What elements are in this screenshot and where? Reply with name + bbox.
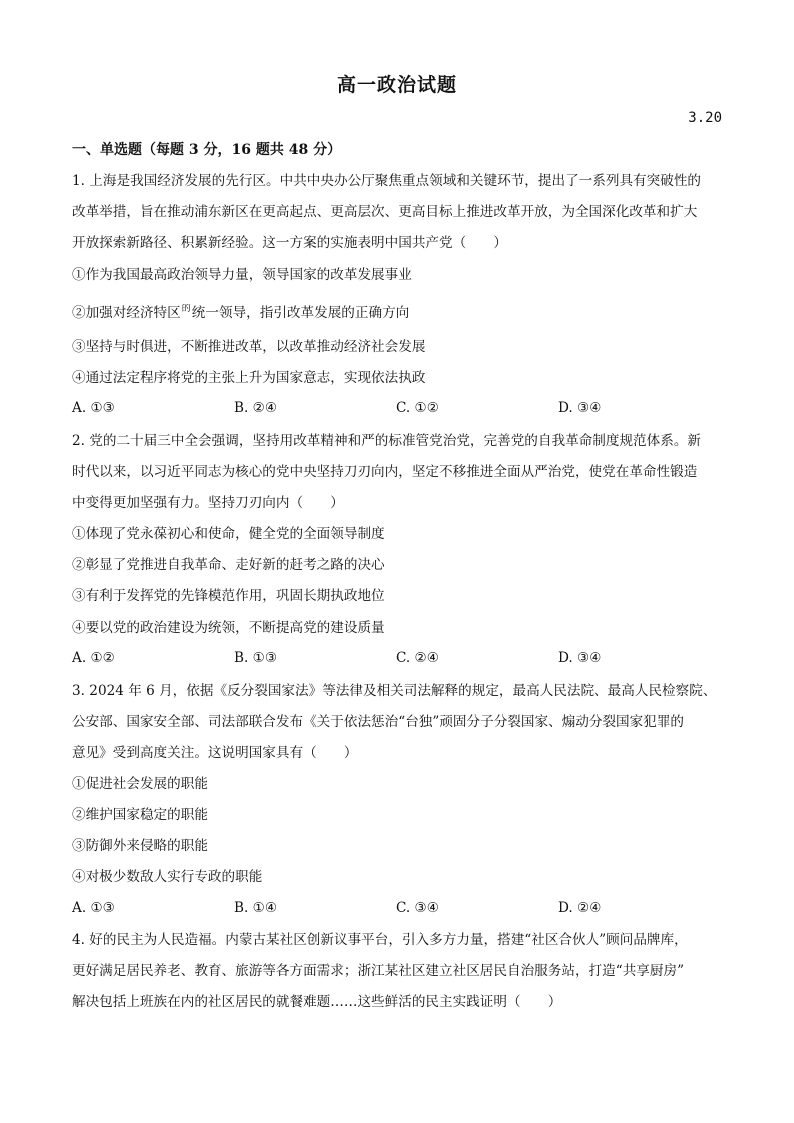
- q3-options: [72, 900, 724, 918]
- q2-item: ①体现了党永葆初心和使命，健全党的全面领导制度: [72, 526, 385, 542]
- q4-stem-line: 更好满足居民养老、教育、旅游等各方面需求；浙江某社区建立社区居民自治服务站，打造“共享厨房”: [72, 963, 685, 979]
- exam-date: 3.20: [688, 110, 722, 126]
- q1-item: [72, 304, 724, 324]
- q3-option-c: C. ③④: [396, 900, 439, 916]
- q1-item: ③坚持与时俱进，不断推进改革，以改革推动经济社会发展: [72, 339, 426, 355]
- q3-option-b: B. ①④: [234, 900, 278, 916]
- q1-item: ①作为我国最高政治领导力量，领导国家的改革发展事业: [72, 267, 412, 283]
- q2-option-c: C. ②④: [396, 650, 439, 666]
- q3-option-a: A. ①③: [72, 900, 115, 916]
- q3-stem-line: 公安部、国家安全部、司法部联合发布《关于依法惩治“台独”顽固分子分裂国家、煽动分裂国家犯罪的: [72, 714, 685, 730]
- q1-stem-line: 改革举措，旨在推动浦东新区在更高起点、更高层次、更高目标上推进改革开放，为全国深化改革和扩大: [72, 204, 698, 220]
- q4-stem-line: 4. 好的民主为人民造福。内蒙古某社区创新议事平台，引入多方力量，搭建“社区合伙人”顾问品牌库，: [72, 932, 688, 948]
- q3-stem-line: 意见》受到高度关注。这说明国家具有（ ）: [72, 745, 358, 761]
- q1-item: ④通过法定程序将党的主张上升为国家意志，实现依法执政: [72, 370, 426, 386]
- q4-stem-line: 解决包括上班族在内的社区居民的就餐难题……这些鲜活的民主实践证明（ ）: [72, 994, 562, 1010]
- q1-options: [72, 400, 724, 418]
- q2-option-a: A. ①②: [72, 650, 115, 666]
- q2-option-b: B. ①③: [234, 650, 278, 666]
- q3-item: ③防御外来侵略的职能: [72, 838, 208, 854]
- q1-option-c: C. ①②: [396, 400, 439, 416]
- q1-option-a: A. ①③: [72, 400, 115, 416]
- q1-item-part: ②加强对经济特区: [72, 305, 181, 321]
- q1-option-d: D. ③④: [558, 400, 602, 416]
- q2-item: ④要以党的政治建设为统领，不断提高党的建设质量: [72, 620, 385, 636]
- q1-item-mark: 的: [181, 304, 191, 314]
- q3-option-d: D. ②④: [558, 900, 602, 916]
- section-heading: 一、单选题（每题 3 分，16 题共 48 分）: [72, 142, 342, 158]
- q2-option-d: D. ③④: [558, 650, 602, 666]
- q3-item: ①促进社会发展的职能: [72, 776, 208, 792]
- q1-stem-line: 开放探索新路径、积累新经验。这一方案的实施表明中国共产党（ ）: [72, 235, 507, 251]
- q3-item: ②维护国家稳定的职能: [72, 807, 208, 823]
- q2-options: [72, 650, 724, 668]
- q2-item: ②彰显了党推进自我革命、走好新的赶考之路的决心: [72, 557, 385, 573]
- q1-option-b: B. ②④: [234, 400, 278, 416]
- q3-item: ④对极少数敌人实行专政的职能: [72, 869, 263, 885]
- q2-stem-line: 时代以来，以习近平同志为核心的党中央坚持刀刃向内，坚定不移推进全面从严治党，使党在革命性锻造: [72, 464, 698, 480]
- q1-item-part: 统一领导，指引改革发展的正确方向: [191, 305, 410, 321]
- q2-item: ③有利于发挥党的先锋模范作用，巩固长期执政地位: [72, 588, 385, 604]
- page-title: 高一政治试题: [336, 74, 457, 96]
- q1-stem-line: 1. 上海是我国经济发展的先行区。中共中央办公厅聚焦重点领域和关键环节，提出了一系列具有突破性的: [72, 173, 702, 189]
- q2-stem-line: 2. 党的二十届三中全会强调，坚持用改革精神和严的标准管党治党，完善党的自我革命制度规范体系。新: [72, 433, 702, 449]
- q3-stem-line: 3. 2024 年 6 月，依据《反分裂国家法》等法律及相关司法解释的规定，最高人民法院、最高人民检察院、: [72, 683, 717, 699]
- q2-stem-line: 中变得更加坚强有力。坚持刀刃向内（ ）: [72, 495, 344, 511]
